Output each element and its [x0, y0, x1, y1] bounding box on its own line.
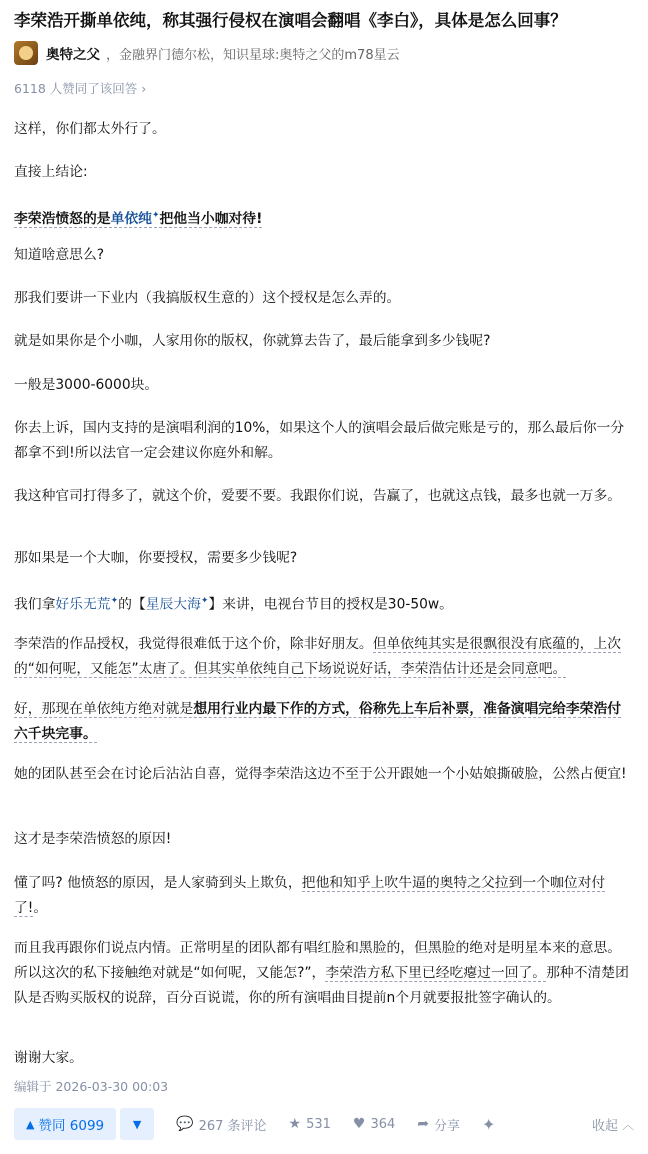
paragraph: 她的团队甚至会在讨论后沾沾自喜，觉得李荣浩这边不至于公开跟她一个小姑娘撕破脸，公然占便宜! — [14, 766, 627, 782]
heart-icon: ♥ — [352, 1116, 366, 1132]
like-count: 364 — [370, 1116, 396, 1132]
avatar[interactable] — [14, 41, 38, 65]
paragraph — [14, 203, 634, 232]
share-arrow-icon: ➦ — [417, 1116, 430, 1132]
upvote-label: 赞同 6099 — [38, 1118, 105, 1134]
paragraph: 直接上结论: — [14, 164, 88, 180]
bold-text: 想用行业内最下作的方式，俗称先上车后补票，准备演唱完给李荣浩付六千块完事。 — [14, 701, 622, 742]
text: 我们拿 — [14, 596, 56, 613]
keyword-link[interactable]: 单依纯 — [110, 210, 152, 227]
paragraph: 谢谢大家。 — [14, 1050, 83, 1066]
underlined-text: 把他和知乎上吹牛逼的奥特之父拉到一个咖位对付了! — [14, 875, 606, 916]
upvote-summary[interactable]: 6118 人赞同了该回答 › — [14, 81, 147, 96]
sparkle-icon: ✦ — [200, 596, 209, 606]
paragraph: 那我们要讲一下业内（我搞版权生意的）这个授权是怎么弄的。 — [14, 290, 401, 306]
keyword-link[interactable]: 好乐无荒 — [55, 596, 111, 613]
comment-count: 267 条评论 — [198, 1118, 267, 1134]
author-name[interactable]: 奥特之父 — [46, 47, 100, 63]
paragraph — [14, 589, 634, 618]
paragraph: 这样，你们都太外行了。 — [14, 121, 166, 137]
underlined-text: 但单依纯其实是很飘很没有底蕴的，上次的“如何呢，又能怎”太唐了。但其实单依纯自己下场说说好话，李荣浩估计还是会同意吧。 — [14, 636, 622, 677]
favorite-count: 531 — [306, 1116, 331, 1132]
paragraph — [14, 632, 634, 682]
author-bio: ，金融界门德尔松，知识星球:奥特之父的m78星云 — [106, 47, 400, 63]
comment-button[interactable] — [176, 1115, 266, 1134]
collapse-label: 收起 — [591, 1118, 618, 1134]
triangle-down-icon: ▼ — [132, 1117, 142, 1131]
author-row — [14, 40, 400, 66]
paragraph: 一般是3000-6000块。 — [14, 377, 159, 393]
sparkle-icon: ✦ — [482, 1114, 496, 1134]
text: 那种不清楚团队是否购买版权的说辞，百分百说谎，你的所有演唱曲目提前n个月就要报批签字确认的。 — [14, 965, 629, 1006]
triangle-up-icon: ▲ — [26, 1117, 35, 1131]
text: 好，那现在单依纯方绝对就是 — [14, 701, 194, 717]
chevron-up-icon: ︿ — [621, 1117, 634, 1132]
paragraph: 知道啥意思么? — [14, 247, 105, 263]
favorite-button[interactable] — [289, 1116, 331, 1132]
bold-text: 李荣浩愤怒的是 — [14, 210, 111, 227]
text: 的【 — [118, 596, 146, 613]
like-button[interactable] — [353, 1116, 395, 1132]
keyword-link[interactable]: 星辰大海 — [145, 596, 201, 613]
paragraph: 就是如果你是个小咖，人家用你的版权，你就算去告了，最后能拿到多少钱呢? — [14, 333, 491, 349]
text: 李荣浩的作品授权，我觉得很难低于这个价，除非好朋友。 — [14, 636, 373, 652]
paragraph — [14, 871, 634, 921]
text: 懂了吗? 他愤怒的原因，是人家骑到头上欺负， — [14, 875, 302, 891]
text: 】来讲，电视台节目的授权是30-50w。 — [208, 596, 453, 613]
share-button[interactable] — [417, 1115, 460, 1134]
ai-sparkle-button[interactable] — [482, 1115, 500, 1134]
paragraph: 我这种官司打得多了，就这个价，爱要不要。我跟你们说，告赢了，也就这点钱，最多也就一万多。 — [14, 488, 622, 504]
paragraph — [14, 936, 634, 1011]
bold-text: 把他当小咖对待! — [159, 210, 263, 227]
paragraph: 你去上诉，国内支持的是演唱利润的10%，如果这个人的演唱会最后做完账是亏的，那么最后你一分都拿不到!所以法官一定会建议你庭外和解。 — [14, 420, 625, 461]
comment-bubble-icon: 💬 — [176, 1116, 194, 1132]
paragraph — [14, 697, 634, 747]
share-label: 分享 — [434, 1118, 461, 1134]
sparkle-icon: ✦ — [151, 210, 160, 220]
action-bar — [14, 1108, 634, 1140]
underlined-text: 李荣浩方私下里已经吃瘪过一回了。 — [325, 965, 547, 981]
upvote-button[interactable] — [14, 1108, 116, 1140]
question-title[interactable]: 李荣浩开撕单依纯，称其强行侵权在演唱会翻唱《李白》，具体是怎么回事？ — [14, 11, 567, 30]
edited-time[interactable]: 编辑于 2026-03-30 00:03 — [14, 1079, 169, 1094]
text: 。 — [33, 900, 48, 916]
collapse-button[interactable] — [592, 1115, 634, 1134]
paragraph: 那如果是一个大咖，你要授权，需要多少钱呢? — [14, 550, 298, 566]
text: 而且我再跟你们说点内情。正常明星的团队都有唱红脸和黑脸的，但黑脸的绝对是明星本来的意思。所以这次的私下接触绝对就是“如何呢，又能怎?”， — [14, 940, 622, 981]
downvote-button[interactable] — [120, 1108, 154, 1140]
star-icon: ★ — [288, 1116, 302, 1132]
paragraph: 这才是李荣浩愤怒的原因! — [14, 831, 172, 847]
sparkle-icon: ✦ — [110, 596, 119, 606]
